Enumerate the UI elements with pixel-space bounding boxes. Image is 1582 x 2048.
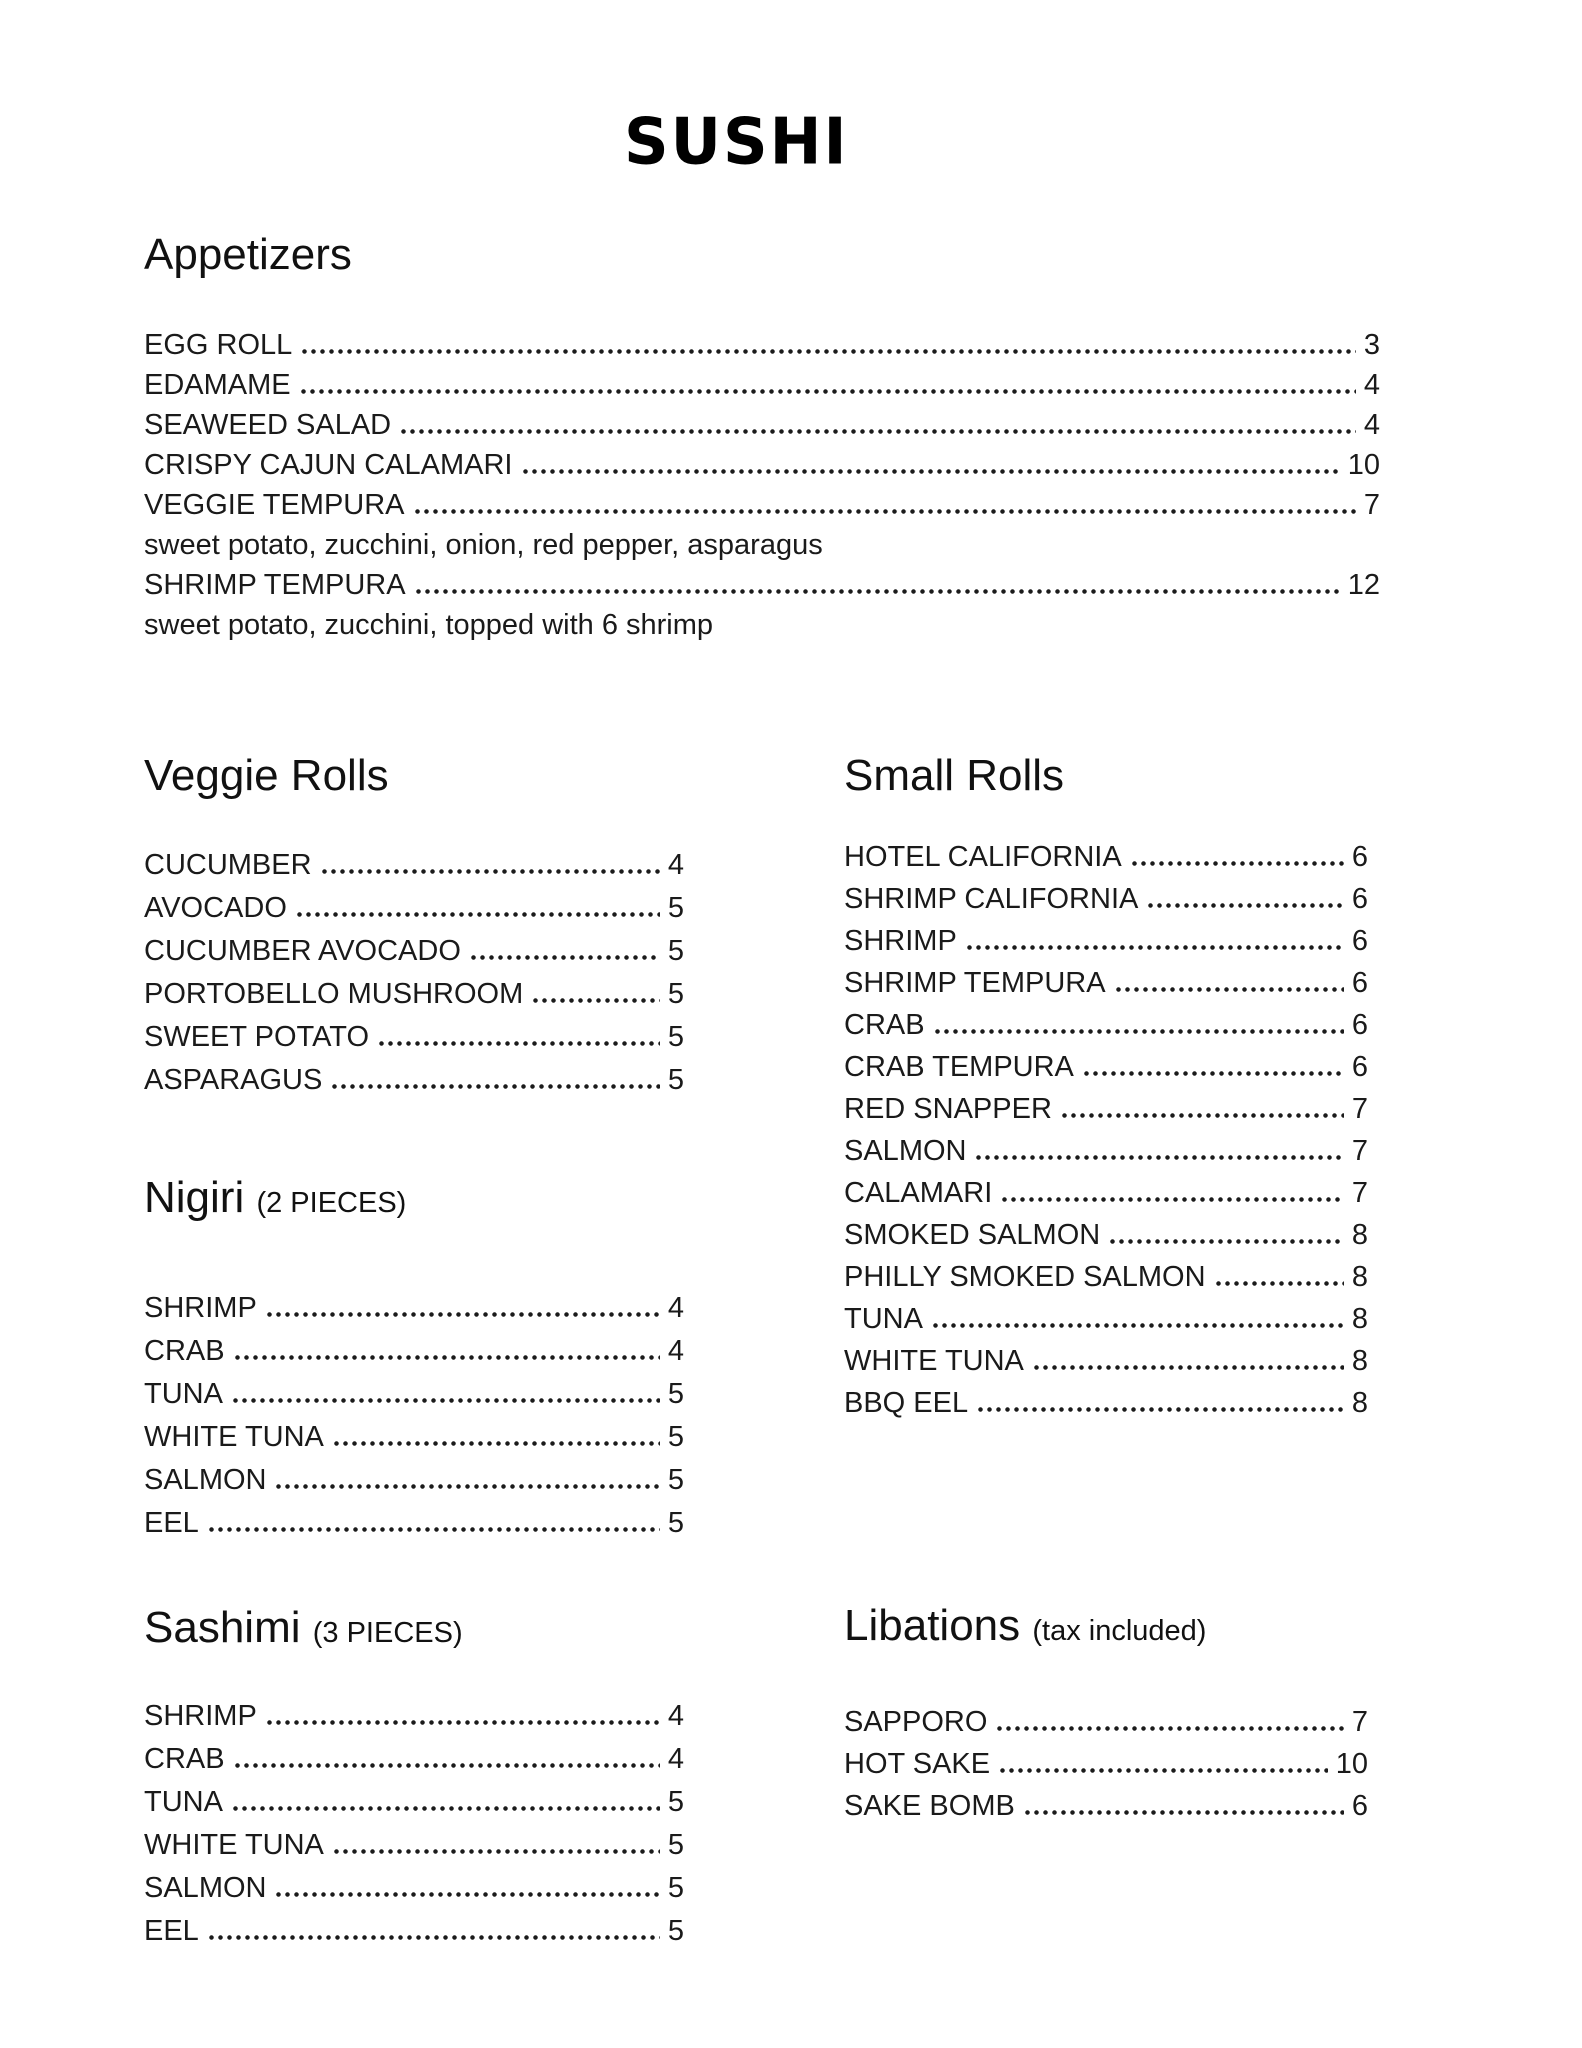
menu-item-name: RED SNAPPER: [844, 1093, 1052, 1125]
menu-item: [844, 836, 1368, 878]
menu-item-price: 8: [1351, 1303, 1368, 1335]
menu-item: [844, 1046, 1368, 1088]
menu-item-price: 5: [667, 1021, 684, 1053]
menu-item-price: 6: [1351, 925, 1368, 957]
menu-item-price: 4: [667, 1743, 684, 1775]
sashimi-list: [144, 1695, 684, 1953]
sashimi-heading: [144, 1602, 684, 1659]
nigiri-heading: [144, 1172, 684, 1229]
menu-item: [844, 962, 1368, 1004]
dot-leader: [399, 429, 1356, 434]
dot-leader: [231, 1398, 660, 1403]
menu-item: [144, 485, 1380, 525]
menu-item: [844, 878, 1368, 920]
menu-item-name: SAKE BOMB: [844, 1790, 1015, 1822]
menu-item-name: TUNA: [144, 1786, 223, 1818]
dot-leader: [1214, 1281, 1344, 1286]
dot-leader: [265, 1312, 660, 1317]
veggie-rolls-list: [144, 844, 684, 1102]
menu-item-price: 6: [1351, 1790, 1368, 1822]
menu-item-price: 5: [667, 1064, 684, 1096]
dot-leader: [1000, 1197, 1344, 1202]
right-column: [844, 750, 1368, 1827]
dot-leader: [295, 912, 660, 917]
menu-item-name: EEL: [144, 1915, 199, 1947]
menu-item-name: SALMON: [144, 1872, 267, 1904]
menu-item-name: SHRIMP TEMPURA: [144, 569, 406, 601]
section-sashimi: [144, 1602, 684, 1953]
menu-item-price: 5: [667, 1872, 684, 1904]
dot-leader: [1023, 1810, 1344, 1815]
dot-leader: [233, 1355, 660, 1360]
menu-item-name: HOT SAKE: [844, 1748, 991, 1780]
menu-item: [144, 973, 684, 1016]
dot-leader: [965, 945, 1344, 950]
libations-list: [844, 1701, 1368, 1827]
section-veggie-rolls: [144, 750, 684, 1102]
menu-item-name: AVOCADO: [144, 892, 287, 924]
dot-leader: [933, 1029, 1344, 1034]
menu-item: [144, 1330, 684, 1373]
menu-item: [844, 1298, 1368, 1340]
menu-item: [844, 1743, 1368, 1785]
dot-leader: [414, 589, 1340, 594]
menu-item: [144, 1867, 684, 1910]
menu-item-price: 10: [1347, 449, 1380, 481]
menu-item: [144, 887, 684, 930]
menu-item-price: 5: [667, 1786, 684, 1818]
menu-item-price: 4: [1363, 369, 1380, 401]
menu-item: [844, 1172, 1368, 1214]
menu-item-name: VEGGIE TEMPURA: [144, 489, 405, 521]
menu-item-name: SHRIMP: [144, 1292, 257, 1324]
dot-leader: [377, 1041, 660, 1046]
menu-item-name: SWEET POTATO: [144, 1021, 370, 1053]
menu-item: [144, 1824, 684, 1867]
dot-leader: [207, 1935, 660, 1940]
menu-item: [844, 1214, 1368, 1256]
menu-item-price: 5: [667, 1464, 684, 1496]
menu-item-name: SAPPORO: [844, 1706, 988, 1738]
menu-item: [144, 1910, 684, 1953]
menu-item: [844, 1130, 1368, 1172]
menu-item-name: CRAB: [144, 1335, 225, 1367]
menu-item-name: ASPARAGUS: [144, 1064, 323, 1096]
dot-leader: [1060, 1113, 1344, 1118]
menu-item-price: 8: [1351, 1387, 1368, 1419]
menu-item-price: 7: [1351, 1135, 1368, 1167]
dot-leader: [998, 1768, 1328, 1773]
dot-leader: [332, 1441, 660, 1446]
sashimi-pieces-label: (3 PIECES): [312, 1617, 463, 1649]
dot-leader: [207, 1527, 660, 1532]
menu-item-name: WHITE TUNA: [144, 1421, 324, 1453]
section-libations: [844, 1600, 1368, 1827]
menu-item-name: WHITE TUNA: [844, 1345, 1024, 1377]
menu-item-name: SALMON: [844, 1135, 967, 1167]
dot-leader: [1032, 1365, 1344, 1370]
menu-item-name: EDAMAME: [144, 369, 291, 401]
menu-item: [844, 1701, 1368, 1743]
section-appetizers: [144, 229, 1582, 645]
dot-leader: [300, 349, 1356, 354]
menu-item-name: CRISPY CAJUN CALAMARI: [144, 449, 513, 481]
menu-item-name: SHRIMP TEMPURA: [844, 967, 1106, 999]
veggie-rolls-heading: Veggie Rolls: [144, 751, 389, 800]
menu-item: [844, 1088, 1368, 1130]
menu-item-name: CUCUMBER: [144, 849, 312, 881]
dot-leader: [469, 955, 660, 960]
menu-item-price: 6: [1351, 1051, 1368, 1083]
menu-item: [144, 1016, 684, 1059]
menu-item-name: CALAMARI: [844, 1177, 993, 1209]
menu-item-description: sweet potato, zucchini, topped with 6 shrimp: [144, 609, 714, 641]
menu-item-name: EGG ROLL: [144, 329, 293, 361]
menu-item-name: BBQ EEL: [844, 1387, 969, 1419]
menu-item-price: 3: [1363, 329, 1380, 361]
menu-item-price: 4: [667, 1292, 684, 1324]
menu-item-name: SHRIMP CALIFORNIA: [844, 883, 1139, 915]
sashimi-heading-text: Sashimi: [144, 1603, 301, 1652]
left-column: [144, 750, 684, 1953]
menu-item-name: CRAB TEMPURA: [844, 1051, 1074, 1083]
dot-leader: [299, 389, 1356, 394]
menu-item-price: 4: [667, 1335, 684, 1367]
menu-item: [144, 1502, 684, 1545]
menu-item-price: 8: [1351, 1345, 1368, 1377]
menu-item-name: SALMON: [144, 1464, 267, 1496]
menu-item-price: 5: [667, 1829, 684, 1861]
menu-item: [144, 445, 1380, 485]
menu-item: [144, 1695, 684, 1738]
menu-item-name: CRAB: [844, 1009, 925, 1041]
menu-item: [144, 1781, 684, 1824]
menu-item: [144, 1738, 684, 1781]
menu-item-price: 8: [1351, 1219, 1368, 1251]
dot-leader: [413, 509, 1356, 514]
menu-item-price: 5: [667, 978, 684, 1010]
menu-item: [844, 1785, 1368, 1827]
menu-item-price: 7: [1363, 489, 1380, 521]
menu-item-price: 4: [667, 1700, 684, 1732]
menu-item-name: CUCUMBER AVOCADO: [144, 935, 461, 967]
dot-leader: [531, 998, 660, 1003]
menu-item: [144, 1059, 684, 1102]
menu-item-name: HOTEL CALIFORNIA: [844, 841, 1122, 873]
menu-item-name: TUNA: [844, 1303, 923, 1335]
dot-leader: [995, 1726, 1343, 1731]
menu-item-name: SMOKED SALMON: [844, 1219, 1101, 1251]
menu-item: [144, 1287, 684, 1330]
dot-leader: [1108, 1239, 1344, 1244]
menu-item-name: CRAB: [144, 1743, 225, 1775]
menu-item-price: 5: [667, 892, 684, 924]
menu-item-name: SHRIMP: [144, 1700, 257, 1732]
menu-item-price: 4: [667, 849, 684, 881]
appetizers-list: [144, 325, 1380, 645]
dot-leader: [1114, 987, 1344, 992]
menu-item-name: WHITE TUNA: [144, 1829, 324, 1861]
restaurant-logo: SUSHI: [624, 102, 849, 179]
dot-leader: [274, 1892, 659, 1897]
menu-item-name: SEAWEED SALAD: [144, 409, 392, 441]
menu-item-price: 6: [1351, 1009, 1368, 1041]
libations-heading-text: Libations: [844, 1601, 1021, 1650]
menu-item-price: 10: [1335, 1748, 1368, 1780]
menu-item-price: 6: [1351, 841, 1368, 873]
nigiri-list: [144, 1287, 684, 1545]
menu-item: [144, 325, 1380, 365]
two-column-area: [144, 750, 1582, 1953]
menu-item: [144, 930, 684, 973]
dot-leader: [231, 1806, 660, 1811]
menu-item-price: 8: [1351, 1261, 1368, 1293]
menu-item-description: sweet potato, zucchini, onion, red pepper, asparagus: [144, 529, 823, 561]
menu-item-name: TUNA: [144, 1378, 223, 1410]
menu-item: [144, 1459, 684, 1502]
libations-tax-label: (tax included): [1032, 1615, 1207, 1647]
dot-leader: [320, 869, 660, 874]
dot-leader: [1082, 1071, 1344, 1076]
nigiri-pieces-label: (2 PIECES): [256, 1187, 407, 1219]
menu-item-name: PHILLY SMOKED SALMON: [844, 1261, 1206, 1293]
menu-item: [144, 1373, 684, 1416]
menu-item: [144, 565, 1380, 605]
menu-item-price: 7: [1351, 1706, 1368, 1738]
nigiri-heading-text: Nigiri: [144, 1173, 245, 1222]
menu-item-price: 5: [667, 1507, 684, 1539]
appetizers-heading: Appetizers: [144, 230, 352, 279]
menu-item-name: SHRIMP: [844, 925, 957, 957]
menu-item-price: 6: [1351, 967, 1368, 999]
menu-item-price: 5: [667, 1915, 684, 1947]
dot-leader: [265, 1720, 660, 1725]
menu-item: [844, 1340, 1368, 1382]
dot-leader: [1146, 903, 1344, 908]
dot-leader: [976, 1407, 1344, 1412]
section-small-rolls: [844, 750, 1368, 1424]
menu-item: [844, 1256, 1368, 1298]
menu-item: [844, 1382, 1368, 1424]
small-rolls-list: [844, 836, 1368, 1424]
menu-item-name: EEL: [144, 1507, 199, 1539]
small-rolls-heading: Small Rolls: [844, 751, 1065, 800]
dot-leader: [274, 1484, 659, 1489]
dot-leader: [330, 1084, 660, 1089]
dot-leader: [332, 1849, 660, 1854]
menu-item-price: 5: [667, 1378, 684, 1410]
dot-leader: [1130, 861, 1344, 866]
section-nigiri: [144, 1172, 684, 1545]
menu-item-price: 5: [667, 935, 684, 967]
menu-item-price: 7: [1351, 1093, 1368, 1125]
menu-item: [844, 1004, 1368, 1046]
menu-item-price: 7: [1351, 1177, 1368, 1209]
menu-item: [844, 920, 1368, 962]
menu-item: [144, 844, 684, 887]
menu-item: [144, 1416, 684, 1459]
dot-leader: [974, 1155, 1343, 1160]
dot-leader: [233, 1763, 660, 1768]
dot-leader: [521, 469, 1340, 474]
libations-heading: [844, 1600, 1368, 1657]
menu-item-price: 4: [1363, 409, 1380, 441]
menu-item-price: 5: [667, 1421, 684, 1453]
menu-item-price: 6: [1351, 883, 1368, 915]
menu-item-name: PORTOBELLO MUSHROOM: [144, 978, 524, 1010]
menu-item-price: 12: [1347, 569, 1380, 601]
dot-leader: [931, 1323, 1344, 1328]
menu-item: [144, 405, 1380, 445]
menu-item: [144, 365, 1380, 405]
